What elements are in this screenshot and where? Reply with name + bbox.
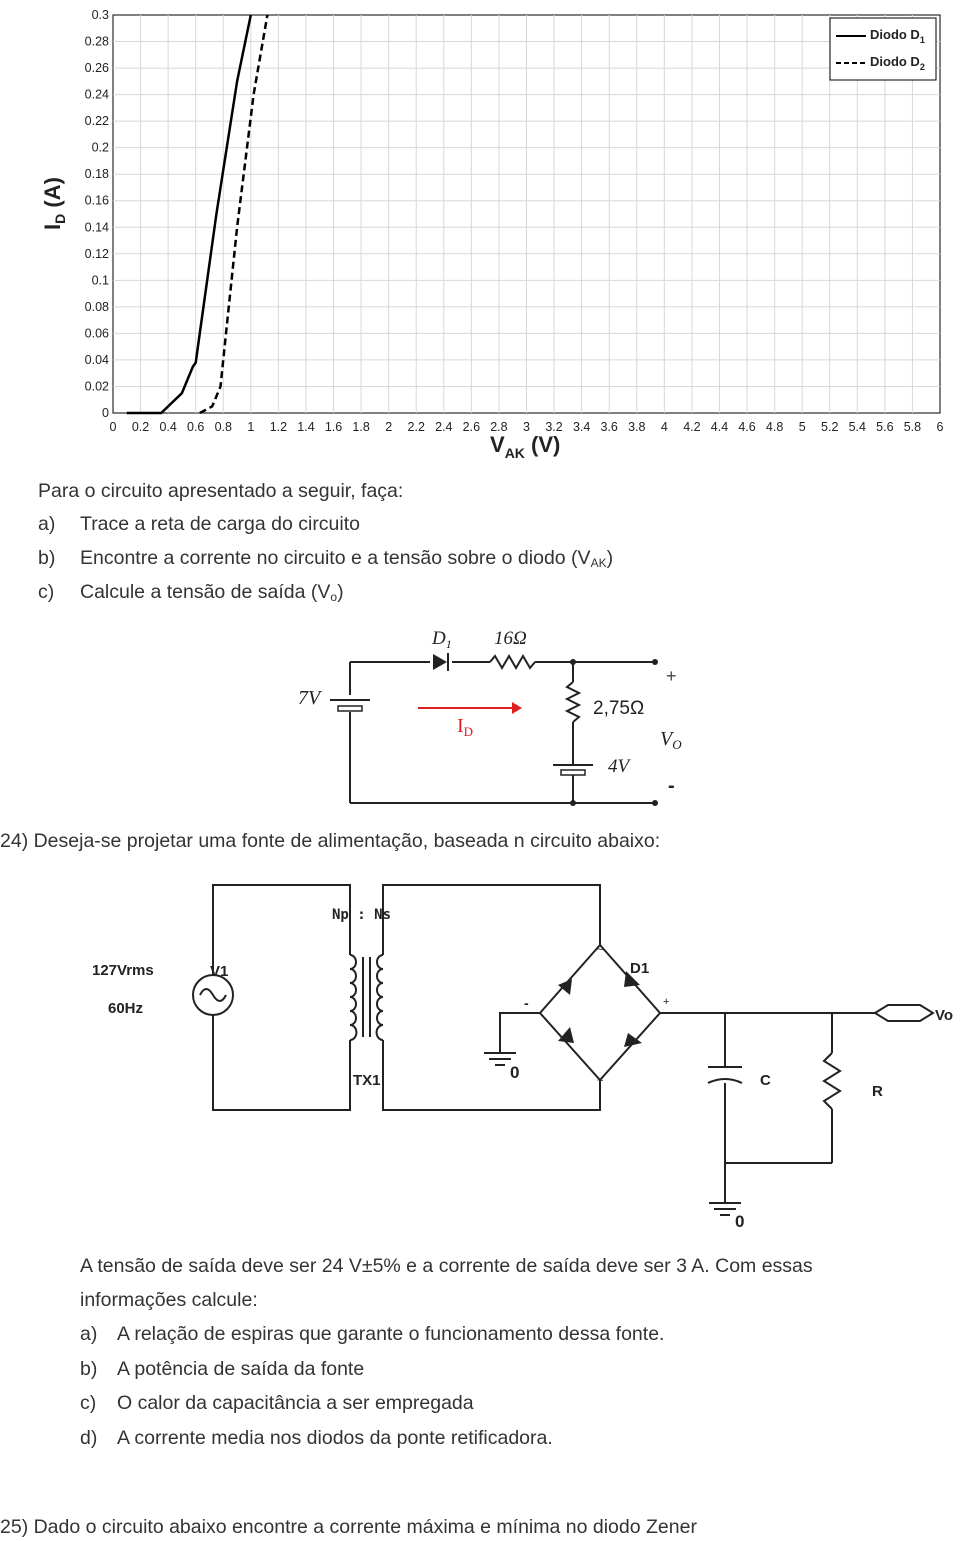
turns-ratio-label: Np : Ns <box>332 907 392 923</box>
y-tick-label: 0.16 <box>84 193 109 208</box>
source-name-label: V1 <box>210 963 229 980</box>
x-tick-label: 0 <box>109 420 117 434</box>
x-tick-label: 0.2 <box>131 420 150 434</box>
diode-name-label: D1 <box>630 960 650 977</box>
y-tick-label: 0.02 <box>84 379 109 394</box>
x-tick-label: 1 <box>247 420 255 434</box>
source-voltage-label: 127Vrms <box>92 962 154 979</box>
y-tick-label: 0.2 <box>91 140 109 155</box>
q24-item-c-text: O calor da capacitância a ser empregada <box>117 1392 474 1414</box>
q24-item-a-marker: a) <box>80 1323 98 1345</box>
q23-item-c-marker: c) <box>38 581 55 603</box>
chart-legend <box>830 18 936 80</box>
x-tick-label: 6 <box>936 420 944 434</box>
x-tick-label: 0.6 <box>187 420 205 434</box>
x-tick-label: 2 <box>385 420 393 434</box>
x-tick-label: 2.6 <box>462 420 481 434</box>
y-tick-label: 0 <box>102 406 109 420</box>
x-tick-label: 5 <box>798 420 806 434</box>
bridge-ac-bottom: ~ <box>597 1075 604 1087</box>
q24-item-d-marker: d) <box>80 1427 98 1449</box>
legend-entry-d2: Diodo $D_2$ <box>870 54 925 72</box>
ac-source-icon <box>193 975 233 1015</box>
x-tick-label: 0.8 <box>214 420 232 434</box>
chart-container <box>40 0 960 470</box>
q23-item-b-marker: b) <box>38 547 56 569</box>
y-axis-label: $I_D$ (A) <box>40 177 68 230</box>
x-tick-label: 4.8 <box>765 420 784 434</box>
q23-item-c-text: Calcule a tensão de saída $(V_o)$ <box>80 581 344 604</box>
capacitor-name-label: C <box>760 1072 771 1089</box>
d1-label: $D_1$ <box>432 628 452 651</box>
minus-sign: - <box>668 775 675 797</box>
x-tick-label: 5.6 <box>876 420 894 434</box>
x-tick-label: 5.8 <box>903 420 922 434</box>
battery-4v-icon <box>553 765 593 775</box>
x-tick-label: 2.2 <box>407 420 425 434</box>
x-tick-label: 1.4 <box>297 420 315 434</box>
legend-entry-d1: Diodo $D_1$ <box>870 27 925 45</box>
x-tick-label: 5.2 <box>821 420 839 434</box>
x-tick-label: 4 <box>660 420 668 434</box>
x-tick-label: 3.2 <box>545 420 563 434</box>
output-connector-icon <box>875 1005 933 1021</box>
r2-label: 2,75Ω <box>593 698 645 719</box>
y-tick-label: 0.14 <box>84 220 109 235</box>
q23-intro: Para o circuito apresentado a seguir, faça: <box>38 480 404 502</box>
source-7v-label: 7V <box>298 687 321 709</box>
y-tick-label: 0.24 <box>84 87 109 102</box>
battery-4v-label: 4V <box>608 756 630 777</box>
y-tick-label: 0.18 <box>84 167 109 182</box>
q24-item-b-marker: b) <box>80 1358 98 1380</box>
bridge-minus: - <box>524 995 529 1011</box>
diode-d1-icon <box>433 654 447 670</box>
q23-item-b-text: Encontre a corrente no circuito e a tensão sobre o diodo $(V_{AK})$ <box>80 547 614 570</box>
q24-item-a-text: A relação de espiras que garante o funcionamento dessa fonte. <box>117 1323 665 1345</box>
y-tick-label: 0.04 <box>84 352 109 367</box>
plus-sign: + <box>666 666 677 686</box>
transformer-name-label: TX1 <box>353 1072 381 1089</box>
q24-intro: 24) Deseja-se projetar uma fonte de alimentação, baseada n circuito abaixo: <box>0 830 661 852</box>
q24-item-c-marker: c) <box>80 1392 97 1414</box>
x-tick-label: 3.4 <box>572 420 591 434</box>
x-tick-label: 2.4 <box>435 420 453 434</box>
q24-spec-line-2: informações calcule: <box>80 1289 258 1311</box>
battery-7v-icon <box>330 700 370 711</box>
circuit-diagram-1 <box>290 620 710 815</box>
q24-item-d-text: A corrente media nos diodos da ponte retificadora. <box>117 1427 553 1449</box>
output-label: Vo <box>935 1007 954 1024</box>
y-tick-label: 0.26 <box>84 61 109 76</box>
q23-item-a-text: Trace a reta de carga do circuito <box>80 513 360 535</box>
bridge-ac-top: ~ <box>597 944 604 956</box>
x-tick-label: 3.8 <box>628 420 646 434</box>
y-tick-label: 0.08 <box>84 299 109 314</box>
resistor-name-label: R <box>872 1083 883 1100</box>
x-tick-label: 4.2 <box>683 420 701 434</box>
y-tick-label: 0.06 <box>84 326 109 341</box>
x-axis-label: $V_{AK}$ (V) <box>490 432 561 461</box>
circuit-diagram-2 <box>80 875 960 1235</box>
x-tick-label: 4.4 <box>710 420 729 434</box>
r1-label: 16Ω <box>494 628 527 649</box>
y-tick-label: 0.1 <box>91 273 109 288</box>
x-tick-label: 3 <box>523 420 530 434</box>
x-tick-label: 1.8 <box>352 420 370 434</box>
current-label: $I_D$ <box>457 715 474 739</box>
ground-2-label: 0 <box>735 1212 745 1231</box>
x-tick-label: 1.6 <box>324 420 343 434</box>
x-tick-label: 0.4 <box>159 420 177 434</box>
bridge-plus: + <box>663 996 670 1008</box>
source-frequency-label: 60Hz <box>108 1000 144 1017</box>
iv-chart <box>40 0 960 470</box>
ground-1-label: 0 <box>510 1063 520 1082</box>
x-tick-label: 1.2 <box>269 420 288 434</box>
q23-item-a-marker: a) <box>38 513 56 535</box>
y-tick-label: 0.28 <box>84 34 109 49</box>
q24-spec-line-1: A tensão de saída deve ser 24 V±5% e a corrente de saída deve ser 3 A. Com essas <box>80 1255 813 1277</box>
x-tick-label: 3.6 <box>600 420 618 434</box>
q24-item-b-text: A potência de saída da fonte <box>117 1358 365 1380</box>
x-tick-label: 5.4 <box>848 420 866 434</box>
x-tick-label: 4.6 <box>738 420 756 434</box>
x-tick-label: 2.8 <box>490 420 508 434</box>
bridge-diodes-icon <box>558 971 642 1047</box>
y-tick-label: 0.22 <box>84 114 109 129</box>
vo-label: $V_O$ <box>660 728 682 752</box>
q25-text: 25) Dado o circuito abaixo encontre a corrente máxima e mínima no diodo Zener <box>0 1516 697 1538</box>
y-tick-label: 0.12 <box>84 246 109 261</box>
y-tick-label: 0.3 <box>91 8 109 22</box>
